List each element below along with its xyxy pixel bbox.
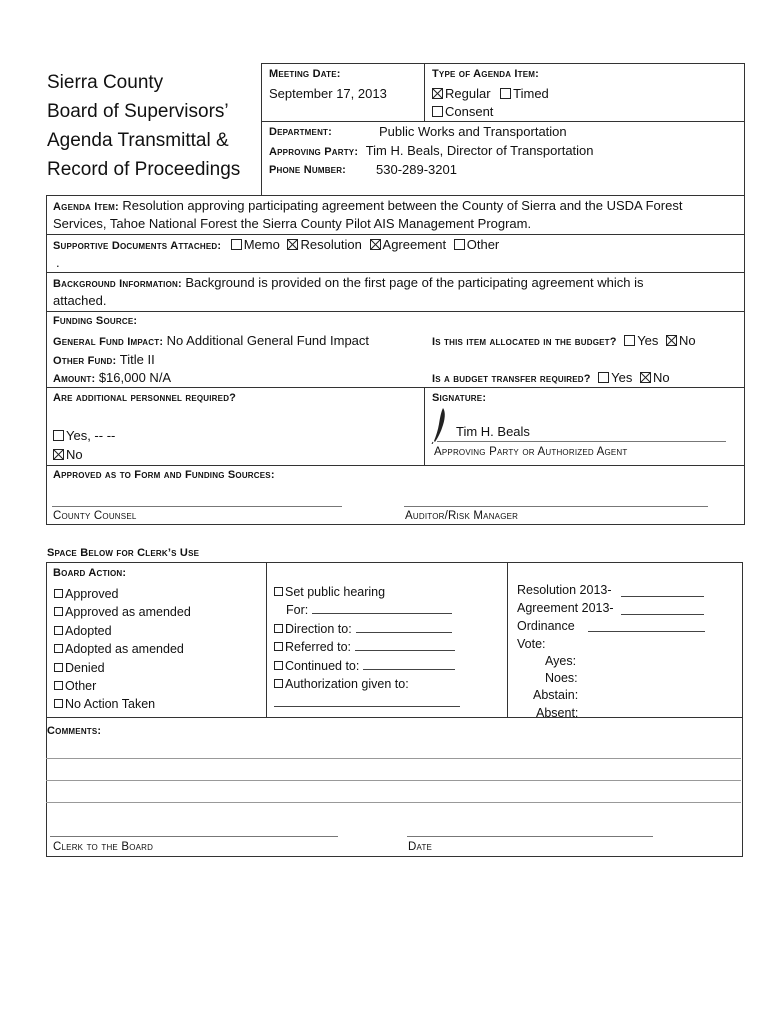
action-label: Adopted as amended	[65, 642, 184, 657]
department-label: Department:	[269, 126, 332, 138]
personnel-yes[interactable]	[53, 428, 115, 443]
rule-signature	[46, 465, 745, 466]
authorization-label: Authorization given to:	[285, 677, 409, 692]
continued-to-label: Continued to:	[285, 658, 360, 673]
amount-label: Amount:	[53, 373, 96, 385]
for-field[interactable]	[312, 603, 452, 614]
rule-supportive	[46, 272, 745, 273]
checkbox-empty-icon[interactable]	[274, 624, 283, 633]
resolution-label: Resolution	[300, 237, 362, 252]
supportive-docs-note: .	[56, 255, 60, 270]
ordinance-row	[517, 619, 575, 633]
checkbox-empty-icon[interactable]	[274, 587, 283, 596]
personnel-no[interactable]	[53, 447, 83, 462]
yes-label: Yes	[637, 333, 659, 348]
clerk-space-label: Space Below for Clerk’s Use	[47, 547, 200, 559]
action-label: Approved as amended	[65, 605, 191, 620]
referred-to-label: Referred to:	[285, 640, 352, 655]
clerk-signature-line[interactable]	[50, 836, 338, 837]
signature-label: Signature:	[432, 392, 487, 404]
checkbox-checked-icon[interactable]	[370, 239, 381, 250]
county-counsel-label: County Counsel	[53, 510, 137, 522]
personnel-yes-label: Yes, -- --	[66, 428, 116, 443]
action-denied[interactable]	[54, 659, 191, 677]
authorization-given[interactable]	[274, 675, 455, 693]
referred-to-field[interactable]	[355, 640, 455, 651]
set-public-hearing-label: Set public hearing	[285, 585, 386, 599]
memo-label: Memo	[243, 237, 280, 252]
title-line-1: Sierra County	[47, 72, 164, 93]
board-divider-1	[266, 562, 267, 718]
rule-funding	[46, 387, 745, 388]
header-divider	[424, 63, 425, 121]
timed-label: Timed	[513, 86, 549, 101]
checkbox-empty-icon[interactable]	[500, 88, 511, 99]
supportive-docs-row	[53, 237, 499, 252]
for-row	[274, 601, 455, 619]
checkbox-empty-icon[interactable]	[432, 106, 443, 117]
set-public-hearing[interactable]	[274, 583, 455, 601]
checkbox-empty-icon[interactable]	[231, 239, 242, 250]
rule-agenda	[46, 234, 745, 235]
agreement-number-label: Agreement 2013-	[517, 601, 614, 615]
checkbox-empty-icon[interactable]	[54, 663, 63, 672]
county-counsel-line[interactable]	[52, 506, 342, 507]
agreement-number-row	[517, 601, 614, 615]
abstain-label: Abstain:	[533, 688, 579, 702]
auditor-label: Auditor/Risk Manager	[405, 510, 519, 522]
authorization-field[interactable]	[274, 706, 460, 707]
checkbox-checked-icon[interactable]	[666, 335, 677, 346]
checkbox-empty-icon[interactable]	[54, 644, 63, 653]
action-other[interactable]	[54, 677, 191, 695]
board-action-list	[54, 585, 191, 714]
continued-to[interactable]	[274, 657, 455, 675]
meeting-date-value: September 17, 2013	[269, 86, 387, 101]
other-label: Other	[466, 237, 500, 252]
signature-caption: Approving Party or Authorized Agent	[434, 446, 628, 458]
no-label: No	[653, 370, 670, 385]
department-value: Public Works and Transportation	[379, 124, 567, 139]
checkbox-empty-icon[interactable]	[274, 679, 283, 688]
signature-divider	[424, 387, 425, 465]
date-label: Date	[408, 841, 433, 853]
approved-form-label: Approved as to Form and Funding Sources:	[53, 469, 275, 481]
title-line-3: Agenda Transmittal &	[47, 130, 229, 151]
signature-name: Tim H. Beals	[456, 424, 530, 439]
agenda-type-label: Type of Agenda Item:	[432, 68, 540, 80]
vote-label: Vote:	[517, 637, 546, 651]
auditor-line[interactable]	[404, 506, 708, 507]
ordinance-field[interactable]	[588, 631, 705, 632]
board-action-label: Board Action:	[53, 567, 127, 579]
checkbox-checked-icon[interactable]	[640, 372, 651, 383]
action-label: Denied	[65, 660, 105, 675]
header-rule	[261, 121, 745, 122]
other-fund-value: Title II	[119, 352, 155, 367]
action-adopted[interactable]	[54, 622, 191, 640]
phone-value: 530-289-3201	[376, 162, 457, 177]
ordinance-label: Ordinance	[517, 619, 575, 633]
title-line-2: Board of Supervisors’	[47, 101, 229, 122]
checkbox-empty-icon[interactable]	[454, 239, 465, 250]
board-middle-column	[274, 583, 455, 693]
comment-line-2[interactable]	[46, 780, 741, 781]
checkbox-empty-icon[interactable]	[54, 681, 63, 690]
comment-line-3[interactable]	[46, 802, 741, 803]
checkbox-empty-icon[interactable]	[54, 699, 63, 708]
budget-transfer-label: Is a budget transfer required?	[432, 373, 591, 385]
supportive-docs-label: Supportive Documents Attached:	[53, 240, 222, 252]
noes-label: Noes:	[545, 671, 578, 685]
action-no-action[interactable]	[54, 695, 191, 713]
for-label: For:	[286, 603, 309, 618]
budget-transfer-row	[432, 370, 670, 385]
agenda-type-consent[interactable]	[432, 104, 493, 119]
general-fund-label: General Fund Impact:	[53, 336, 164, 348]
agenda-type-regular[interactable]	[432, 86, 549, 101]
budget-allocated-label: Is this item allocated in the budget?	[432, 336, 617, 348]
action-adopted-amended[interactable]	[54, 640, 191, 658]
resolution-number-row	[517, 583, 612, 597]
personnel-label: Are additional personnel required?	[53, 392, 237, 404]
checkbox-empty-icon[interactable]	[624, 335, 635, 346]
checkbox-empty-icon[interactable]	[274, 661, 283, 670]
meeting-date-label: Meeting Date:	[269, 68, 341, 80]
general-fund-value: No Additional General Fund Impact	[166, 333, 370, 348]
no-label: No	[679, 333, 696, 348]
action-approved-amended[interactable]	[54, 603, 191, 621]
checkbox-checked-icon[interactable]	[287, 239, 298, 250]
checkbox-empty-icon[interactable]	[54, 607, 63, 616]
ayes-label: Ayes:	[545, 654, 577, 668]
checkbox-empty-icon[interactable]	[53, 430, 64, 441]
action-label: No Action Taken	[65, 697, 156, 712]
clerk-to-board-label: Clerk to the Board	[53, 841, 154, 853]
regular-label: Regular	[445, 86, 491, 101]
agenda-item-label: Agenda Item:	[53, 201, 119, 213]
phone-label: Phone Number:	[269, 164, 347, 176]
approving-party-label: Approving Party:	[269, 146, 359, 158]
comment-line-1[interactable]	[46, 758, 741, 759]
rule-background	[46, 311, 745, 312]
budget-allocated-row	[432, 333, 696, 348]
amount-value: $16,000 N/A	[98, 370, 172, 385]
continued-to-field[interactable]	[363, 659, 455, 670]
approving-party-row	[269, 143, 594, 158]
direction-to[interactable]	[274, 620, 455, 638]
agenda-item-line2: Services, Tahoe National Forest the Sierra County Pilot AIS Management Program.	[53, 216, 532, 231]
consent-label: Consent	[445, 104, 494, 119]
background-line1	[53, 275, 643, 290]
date-line[interactable]	[407, 836, 653, 837]
checkbox-empty-icon[interactable]	[274, 642, 283, 651]
checkbox-empty-icon[interactable]	[54, 626, 63, 635]
approving-party-value: Tim H. Beals, Director of Transportation	[365, 143, 594, 158]
personnel-no-label: No	[66, 447, 83, 462]
checkbox-empty-icon[interactable]	[598, 372, 609, 383]
title-line-4: Record of Proceedings	[47, 159, 241, 180]
action-label: Adopted	[65, 623, 112, 638]
action-label: Other	[65, 679, 97, 694]
resolution-number-field[interactable]	[621, 596, 704, 597]
action-approved[interactable]	[54, 585, 191, 603]
action-label: Approved	[65, 587, 119, 601]
checkbox-checked-icon[interactable]	[53, 449, 64, 460]
checkbox-empty-icon[interactable]	[54, 589, 63, 598]
referred-to[interactable]	[274, 638, 455, 656]
signature-pen-icon	[430, 406, 450, 444]
board-divider-2	[507, 562, 508, 718]
other-fund-row	[53, 352, 155, 367]
background-label: Background Information:	[53, 278, 182, 290]
agreement-number-field[interactable]	[621, 614, 704, 615]
checkbox-checked-icon[interactable]	[432, 88, 443, 99]
agenda-item-line1	[53, 198, 682, 213]
funding-source-label: Funding Source:	[53, 315, 138, 327]
agenda-item-text1: Resolution approving participating agreement between the County of Sierra and the USDA Forest	[122, 198, 683, 213]
direction-to-field[interactable]	[356, 622, 452, 633]
background-text1: Background is provided on the first page of the participating agreement which is	[185, 275, 644, 290]
absent-label: Absent:	[536, 706, 579, 720]
agreement-label: Agreement	[382, 237, 447, 252]
general-fund-row	[53, 333, 369, 348]
yes-label: Yes	[611, 370, 633, 385]
direction-to-label: Direction to:	[285, 621, 352, 636]
other-fund-label: Other Fund:	[53, 355, 117, 367]
background-line2: attached.	[53, 293, 107, 308]
amount-row	[53, 370, 171, 385]
signature-line[interactable]	[437, 441, 726, 442]
resolution-number-label: Resolution 2013-	[517, 583, 612, 597]
comments-label: Comments:	[47, 725, 102, 737]
